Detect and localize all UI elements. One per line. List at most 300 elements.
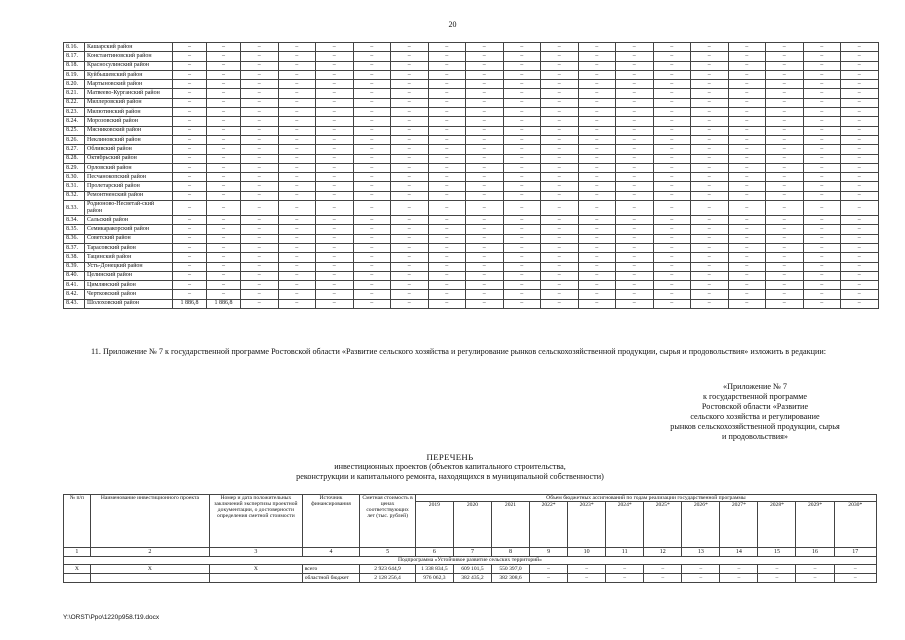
- year-value: –: [530, 565, 568, 574]
- dash-cell: –: [278, 89, 316, 98]
- dash-cell: –: [841, 117, 879, 126]
- dash-cell: –: [691, 281, 729, 290]
- dash-cell: –: [578, 262, 616, 271]
- dash-cell: –: [391, 43, 429, 52]
- year-value: –: [606, 565, 644, 574]
- dash-cell: –: [503, 117, 541, 126]
- dash-cell: –: [578, 201, 616, 216]
- dash-cell: –: [766, 182, 804, 191]
- dash-cell: –: [353, 135, 391, 144]
- table-row: [64, 225, 879, 234]
- dash-cell: –: [766, 52, 804, 61]
- dash-cell: –: [503, 89, 541, 98]
- dash-cell: –: [766, 163, 804, 172]
- dash-cell: –: [428, 154, 466, 163]
- dash-cell: –: [541, 281, 579, 290]
- dash-cell: –: [503, 253, 541, 262]
- year-value: –: [720, 574, 758, 583]
- dash-cell: –: [728, 290, 766, 299]
- dash-cell: –: [691, 225, 729, 234]
- year-value: –: [644, 565, 682, 574]
- dash-cell: –: [541, 182, 579, 191]
- dash-cell: –: [428, 299, 466, 308]
- dash-cell: –: [391, 225, 429, 234]
- dash-cell: –: [466, 154, 504, 163]
- row-number: 8.41.: [64, 281, 85, 290]
- dash-cell: –: [278, 253, 316, 262]
- year-header: 2019: [415, 502, 453, 548]
- dash-cell: –: [241, 191, 279, 200]
- row-number: 8.31.: [64, 182, 85, 191]
- year-value: 976 062,3: [415, 574, 453, 583]
- dash-cell: –: [766, 234, 804, 243]
- dash-cell: –: [466, 61, 504, 70]
- cell-c3: X: [210, 565, 303, 574]
- dash-cell: –: [728, 52, 766, 61]
- column-number: 4: [302, 548, 360, 557]
- dash-cell: –: [841, 216, 879, 225]
- dash-cell: –: [766, 262, 804, 271]
- dash-cell: –: [691, 163, 729, 172]
- dash-cell: –: [691, 243, 729, 252]
- value-cell: –: [173, 135, 207, 144]
- dash-cell: –: [841, 281, 879, 290]
- dash-cell: –: [391, 61, 429, 70]
- year-value: –: [568, 574, 606, 583]
- dash-cell: –: [578, 145, 616, 154]
- table-row: [64, 135, 879, 144]
- value-cell: –: [173, 52, 207, 61]
- dash-cell: –: [616, 52, 654, 61]
- district-name: Советский район: [85, 234, 173, 243]
- year-header: 2023*: [568, 502, 606, 548]
- dash-cell: –: [316, 163, 354, 172]
- dash-cell: –: [503, 163, 541, 172]
- year-value: –: [682, 574, 720, 583]
- dash-cell: –: [841, 234, 879, 243]
- dash-cell: –: [278, 98, 316, 107]
- column-number: 16: [796, 548, 834, 557]
- dash-cell: –: [428, 80, 466, 89]
- dash-cell: –: [803, 191, 841, 200]
- dash-cell: –: [653, 290, 691, 299]
- dash-cell: –: [578, 191, 616, 200]
- dash-cell: –: [316, 225, 354, 234]
- dash-cell: –: [428, 243, 466, 252]
- row-number: 8.22.: [64, 98, 85, 107]
- value-cell: –: [207, 108, 241, 117]
- dash-cell: –: [503, 216, 541, 225]
- dash-cell: –: [466, 201, 504, 216]
- dash-cell: –: [653, 253, 691, 262]
- dash-cell: –: [466, 262, 504, 271]
- dash-cell: –: [653, 117, 691, 126]
- investment-projects-table: [63, 494, 877, 583]
- dash-cell: –: [428, 201, 466, 216]
- dash-cell: –: [841, 145, 879, 154]
- dash-cell: –: [653, 145, 691, 154]
- dash-cell: –: [316, 145, 354, 154]
- dash-cell: –: [578, 70, 616, 79]
- table-row: [64, 253, 879, 262]
- dash-cell: –: [278, 70, 316, 79]
- dash-cell: –: [241, 201, 279, 216]
- dash-cell: –: [728, 225, 766, 234]
- dash-cell: –: [578, 117, 616, 126]
- dash-cell: –: [616, 201, 654, 216]
- dash-cell: –: [503, 98, 541, 107]
- dash-cell: –: [241, 234, 279, 243]
- dash-cell: –: [316, 253, 354, 262]
- dash-cell: –: [841, 98, 879, 107]
- dash-cell: –: [541, 234, 579, 243]
- dash-cell: –: [766, 243, 804, 252]
- value-cell: –: [207, 281, 241, 290]
- dash-cell: –: [241, 154, 279, 163]
- dash-cell: –: [391, 243, 429, 252]
- dash-cell: –: [316, 216, 354, 225]
- dash-cell: –: [578, 253, 616, 262]
- dash-cell: –: [541, 154, 579, 163]
- dash-cell: –: [841, 70, 879, 79]
- dash-cell: –: [391, 70, 429, 79]
- dash-cell: –: [428, 253, 466, 262]
- dash-cell: –: [691, 80, 729, 89]
- dash-cell: –: [391, 290, 429, 299]
- dash-cell: –: [503, 299, 541, 308]
- dash-cell: –: [503, 135, 541, 144]
- dash-cell: –: [428, 163, 466, 172]
- dash-cell: –: [241, 126, 279, 135]
- dash-cell: –: [316, 135, 354, 144]
- value-cell: –: [173, 80, 207, 89]
- dash-cell: –: [353, 173, 391, 182]
- value-cell: –: [207, 154, 241, 163]
- dash-cell: –: [578, 271, 616, 280]
- dash-cell: –: [503, 61, 541, 70]
- dash-cell: –: [653, 281, 691, 290]
- dash-cell: –: [466, 290, 504, 299]
- dash-cell: –: [241, 89, 279, 98]
- dash-cell: –: [466, 182, 504, 191]
- dash-cell: –: [691, 173, 729, 182]
- dash-cell: –: [278, 43, 316, 52]
- dash-cell: –: [728, 163, 766, 172]
- column-number: 9: [530, 548, 568, 557]
- year-value: –: [796, 565, 834, 574]
- year-value: –: [834, 574, 876, 583]
- dash-cell: –: [353, 299, 391, 308]
- value-cell: –: [173, 145, 207, 154]
- district-name: Милютинский район: [85, 108, 173, 117]
- dash-cell: –: [278, 216, 316, 225]
- dash-cell: –: [653, 191, 691, 200]
- dash-cell: –: [503, 43, 541, 52]
- dash-cell: –: [503, 173, 541, 182]
- table-row: [64, 565, 877, 574]
- dash-cell: –: [391, 80, 429, 89]
- header-expertise: Номер и дата положительных заключений экспертизы проектной документации, о достоверности определения сметной стоимости: [210, 495, 303, 548]
- dash-cell: –: [653, 201, 691, 216]
- district-name: Константиновский район: [85, 52, 173, 61]
- year-value: –: [682, 565, 720, 574]
- value-cell: –: [207, 80, 241, 89]
- dash-cell: –: [616, 271, 654, 280]
- column-number: 14: [720, 548, 758, 557]
- dash-cell: –: [728, 135, 766, 144]
- district-name: Пролетарский район: [85, 182, 173, 191]
- dash-cell: –: [766, 173, 804, 182]
- value-cell: –: [207, 43, 241, 52]
- dash-cell: –: [728, 80, 766, 89]
- dash-cell: –: [691, 271, 729, 280]
- table-row: [64, 271, 879, 280]
- dash-cell: –: [428, 70, 466, 79]
- column-number: 10: [568, 548, 606, 557]
- dash-cell: –: [353, 70, 391, 79]
- row-number: 8.38.: [64, 253, 85, 262]
- column-number: 17: [834, 548, 876, 557]
- dash-cell: –: [803, 271, 841, 280]
- row-number: 8.32.: [64, 191, 85, 200]
- dash-cell: –: [728, 243, 766, 252]
- dash-cell: –: [653, 234, 691, 243]
- row-number: 8.29.: [64, 163, 85, 172]
- dash-cell: –: [353, 89, 391, 98]
- dash-cell: –: [278, 234, 316, 243]
- dash-cell: –: [766, 80, 804, 89]
- dash-cell: –: [541, 216, 579, 225]
- dash-cell: –: [728, 281, 766, 290]
- dash-cell: –: [541, 173, 579, 182]
- dash-cell: –: [841, 80, 879, 89]
- row-number: 8.37.: [64, 243, 85, 252]
- dash-cell: –: [616, 61, 654, 70]
- dash-cell: –: [653, 61, 691, 70]
- dash-cell: –: [428, 61, 466, 70]
- dash-cell: –: [316, 173, 354, 182]
- district-name: Тарасовский район: [85, 243, 173, 252]
- dash-cell: –: [803, 117, 841, 126]
- dash-cell: –: [241, 182, 279, 191]
- dash-cell: –: [578, 163, 616, 172]
- dash-cell: –: [503, 243, 541, 252]
- table-row: [64, 154, 879, 163]
- value-cell: –: [173, 43, 207, 52]
- district-name: Куйбышевский район: [85, 70, 173, 79]
- dash-cell: –: [353, 201, 391, 216]
- dash-cell: –: [278, 145, 316, 154]
- cell-c2: X: [90, 565, 209, 574]
- dash-cell: –: [766, 281, 804, 290]
- dash-cell: –: [391, 98, 429, 107]
- list-title: [100, 452, 800, 482]
- dash-cell: –: [391, 281, 429, 290]
- dash-cell: –: [503, 281, 541, 290]
- dash-cell: –: [653, 262, 691, 271]
- column-number: 5: [360, 548, 416, 557]
- dash-cell: –: [353, 271, 391, 280]
- year-header: 2028*: [758, 502, 796, 548]
- dash-cell: –: [466, 126, 504, 135]
- dash-cell: –: [578, 173, 616, 182]
- district-name: Обливский район: [85, 145, 173, 154]
- table-row: [64, 299, 879, 308]
- dash-cell: –: [316, 182, 354, 191]
- dash-cell: –: [316, 281, 354, 290]
- dash-cell: –: [503, 154, 541, 163]
- dash-cell: –: [428, 89, 466, 98]
- annex-line: рынков сельскохозяйственной продукции, сырья: [670, 422, 840, 431]
- district-name: Красносулинский район: [85, 61, 173, 70]
- dash-cell: –: [278, 108, 316, 117]
- dash-cell: –: [616, 281, 654, 290]
- dash-cell: –: [278, 135, 316, 144]
- dash-cell: –: [353, 191, 391, 200]
- table-row: [64, 43, 879, 52]
- dash-cell: –: [616, 191, 654, 200]
- dash-cell: –: [728, 216, 766, 225]
- row-number: 8.23.: [64, 108, 85, 117]
- district-name: Шолоховский район: [85, 299, 173, 308]
- dash-cell: –: [353, 154, 391, 163]
- dash-cell: –: [766, 201, 804, 216]
- dash-cell: –: [728, 117, 766, 126]
- table-row: [64, 281, 879, 290]
- dash-cell: –: [766, 108, 804, 117]
- column-number: 3: [210, 548, 303, 557]
- dash-cell: –: [841, 271, 879, 280]
- dash-cell: –: [316, 61, 354, 70]
- dash-cell: –: [578, 52, 616, 61]
- dash-cell: –: [616, 70, 654, 79]
- dash-cell: –: [578, 80, 616, 89]
- dash-cell: –: [616, 216, 654, 225]
- dash-cell: –: [278, 299, 316, 308]
- table-row: [64, 191, 879, 200]
- value-cell: –: [207, 135, 241, 144]
- dash-cell: –: [353, 163, 391, 172]
- dash-cell: –: [353, 52, 391, 61]
- annex-line: к государственной программе: [702, 392, 808, 401]
- cell-c4: областной бюджет: [302, 574, 360, 583]
- dash-cell: –: [803, 80, 841, 89]
- dash-cell: –: [503, 191, 541, 200]
- value-cell: –: [173, 253, 207, 262]
- dash-cell: –: [466, 89, 504, 98]
- dash-cell: –: [728, 299, 766, 308]
- dash-cell: –: [616, 173, 654, 182]
- table-row: [64, 145, 879, 154]
- dash-cell: –: [428, 173, 466, 182]
- dash-cell: –: [316, 271, 354, 280]
- dash-cell: –: [728, 98, 766, 107]
- dash-cell: –: [241, 253, 279, 262]
- table-row: [64, 243, 879, 252]
- dash-cell: –: [841, 43, 879, 52]
- value-cell: –: [207, 225, 241, 234]
- row-number: 8.33.: [64, 201, 85, 216]
- dash-cell: –: [653, 126, 691, 135]
- dash-cell: –: [616, 108, 654, 117]
- amendment-paragraph: 11. Приложение № 7 к государственной программе Ростовской области «Развитие сельского хозяйства и регулирование рынков сельскохозяйственной продукции, сырья и продовольствия» изложить в редакции:: [91, 347, 827, 356]
- dash-cell: –: [578, 154, 616, 163]
- dash-cell: –: [766, 154, 804, 163]
- dash-cell: –: [278, 61, 316, 70]
- dash-cell: –: [541, 191, 579, 200]
- value-cell: –: [173, 108, 207, 117]
- row-number: 8.27.: [64, 145, 85, 154]
- dash-cell: –: [803, 253, 841, 262]
- value-cell: –: [173, 225, 207, 234]
- dash-cell: –: [391, 216, 429, 225]
- dash-cell: –: [391, 191, 429, 200]
- dash-cell: –: [353, 108, 391, 117]
- dash-cell: –: [503, 126, 541, 135]
- dash-cell: –: [578, 299, 616, 308]
- dash-cell: –: [278, 154, 316, 163]
- dash-cell: –: [578, 281, 616, 290]
- dash-cell: –: [803, 281, 841, 290]
- dash-cell: –: [691, 191, 729, 200]
- dash-cell: –: [541, 290, 579, 299]
- dash-cell: –: [653, 182, 691, 191]
- dash-cell: –: [316, 201, 354, 216]
- dash-cell: –: [541, 89, 579, 98]
- dash-cell: –: [841, 154, 879, 163]
- dash-cell: –: [803, 70, 841, 79]
- year-header: 2026*: [682, 502, 720, 548]
- value-cell: –: [207, 89, 241, 98]
- dash-cell: –: [391, 299, 429, 308]
- row-number: 8.17.: [64, 52, 85, 61]
- dash-cell: –: [691, 135, 729, 144]
- dash-cell: –: [541, 80, 579, 89]
- dash-cell: –: [503, 225, 541, 234]
- dash-cell: –: [541, 225, 579, 234]
- column-number: 2: [90, 548, 209, 557]
- value-cell: –: [173, 281, 207, 290]
- dash-cell: –: [466, 43, 504, 52]
- district-name: Тацинский район: [85, 253, 173, 262]
- column-number: 15: [758, 548, 796, 557]
- dash-cell: –: [841, 225, 879, 234]
- district-name: Цимлянский район: [85, 281, 173, 290]
- row-number: 8.24.: [64, 117, 85, 126]
- dash-cell: –: [766, 61, 804, 70]
- dash-cell: –: [466, 70, 504, 79]
- dash-cell: –: [841, 299, 879, 308]
- dash-cell: –: [428, 52, 466, 61]
- year-value: –: [606, 574, 644, 583]
- dash-cell: –: [653, 70, 691, 79]
- dash-cell: –: [503, 271, 541, 280]
- dash-cell: –: [503, 145, 541, 154]
- dash-cell: –: [616, 290, 654, 299]
- dash-cell: –: [316, 117, 354, 126]
- year-header: 2022*: [530, 502, 568, 548]
- dash-cell: –: [428, 98, 466, 107]
- dash-cell: –: [578, 216, 616, 225]
- dash-cell: –: [691, 290, 729, 299]
- dash-cell: –: [616, 243, 654, 252]
- dash-cell: –: [841, 262, 879, 271]
- value-cell: –: [173, 191, 207, 200]
- dash-cell: –: [541, 145, 579, 154]
- dash-cell: –: [541, 126, 579, 135]
- dash-cell: –: [466, 80, 504, 89]
- dash-cell: –: [241, 108, 279, 117]
